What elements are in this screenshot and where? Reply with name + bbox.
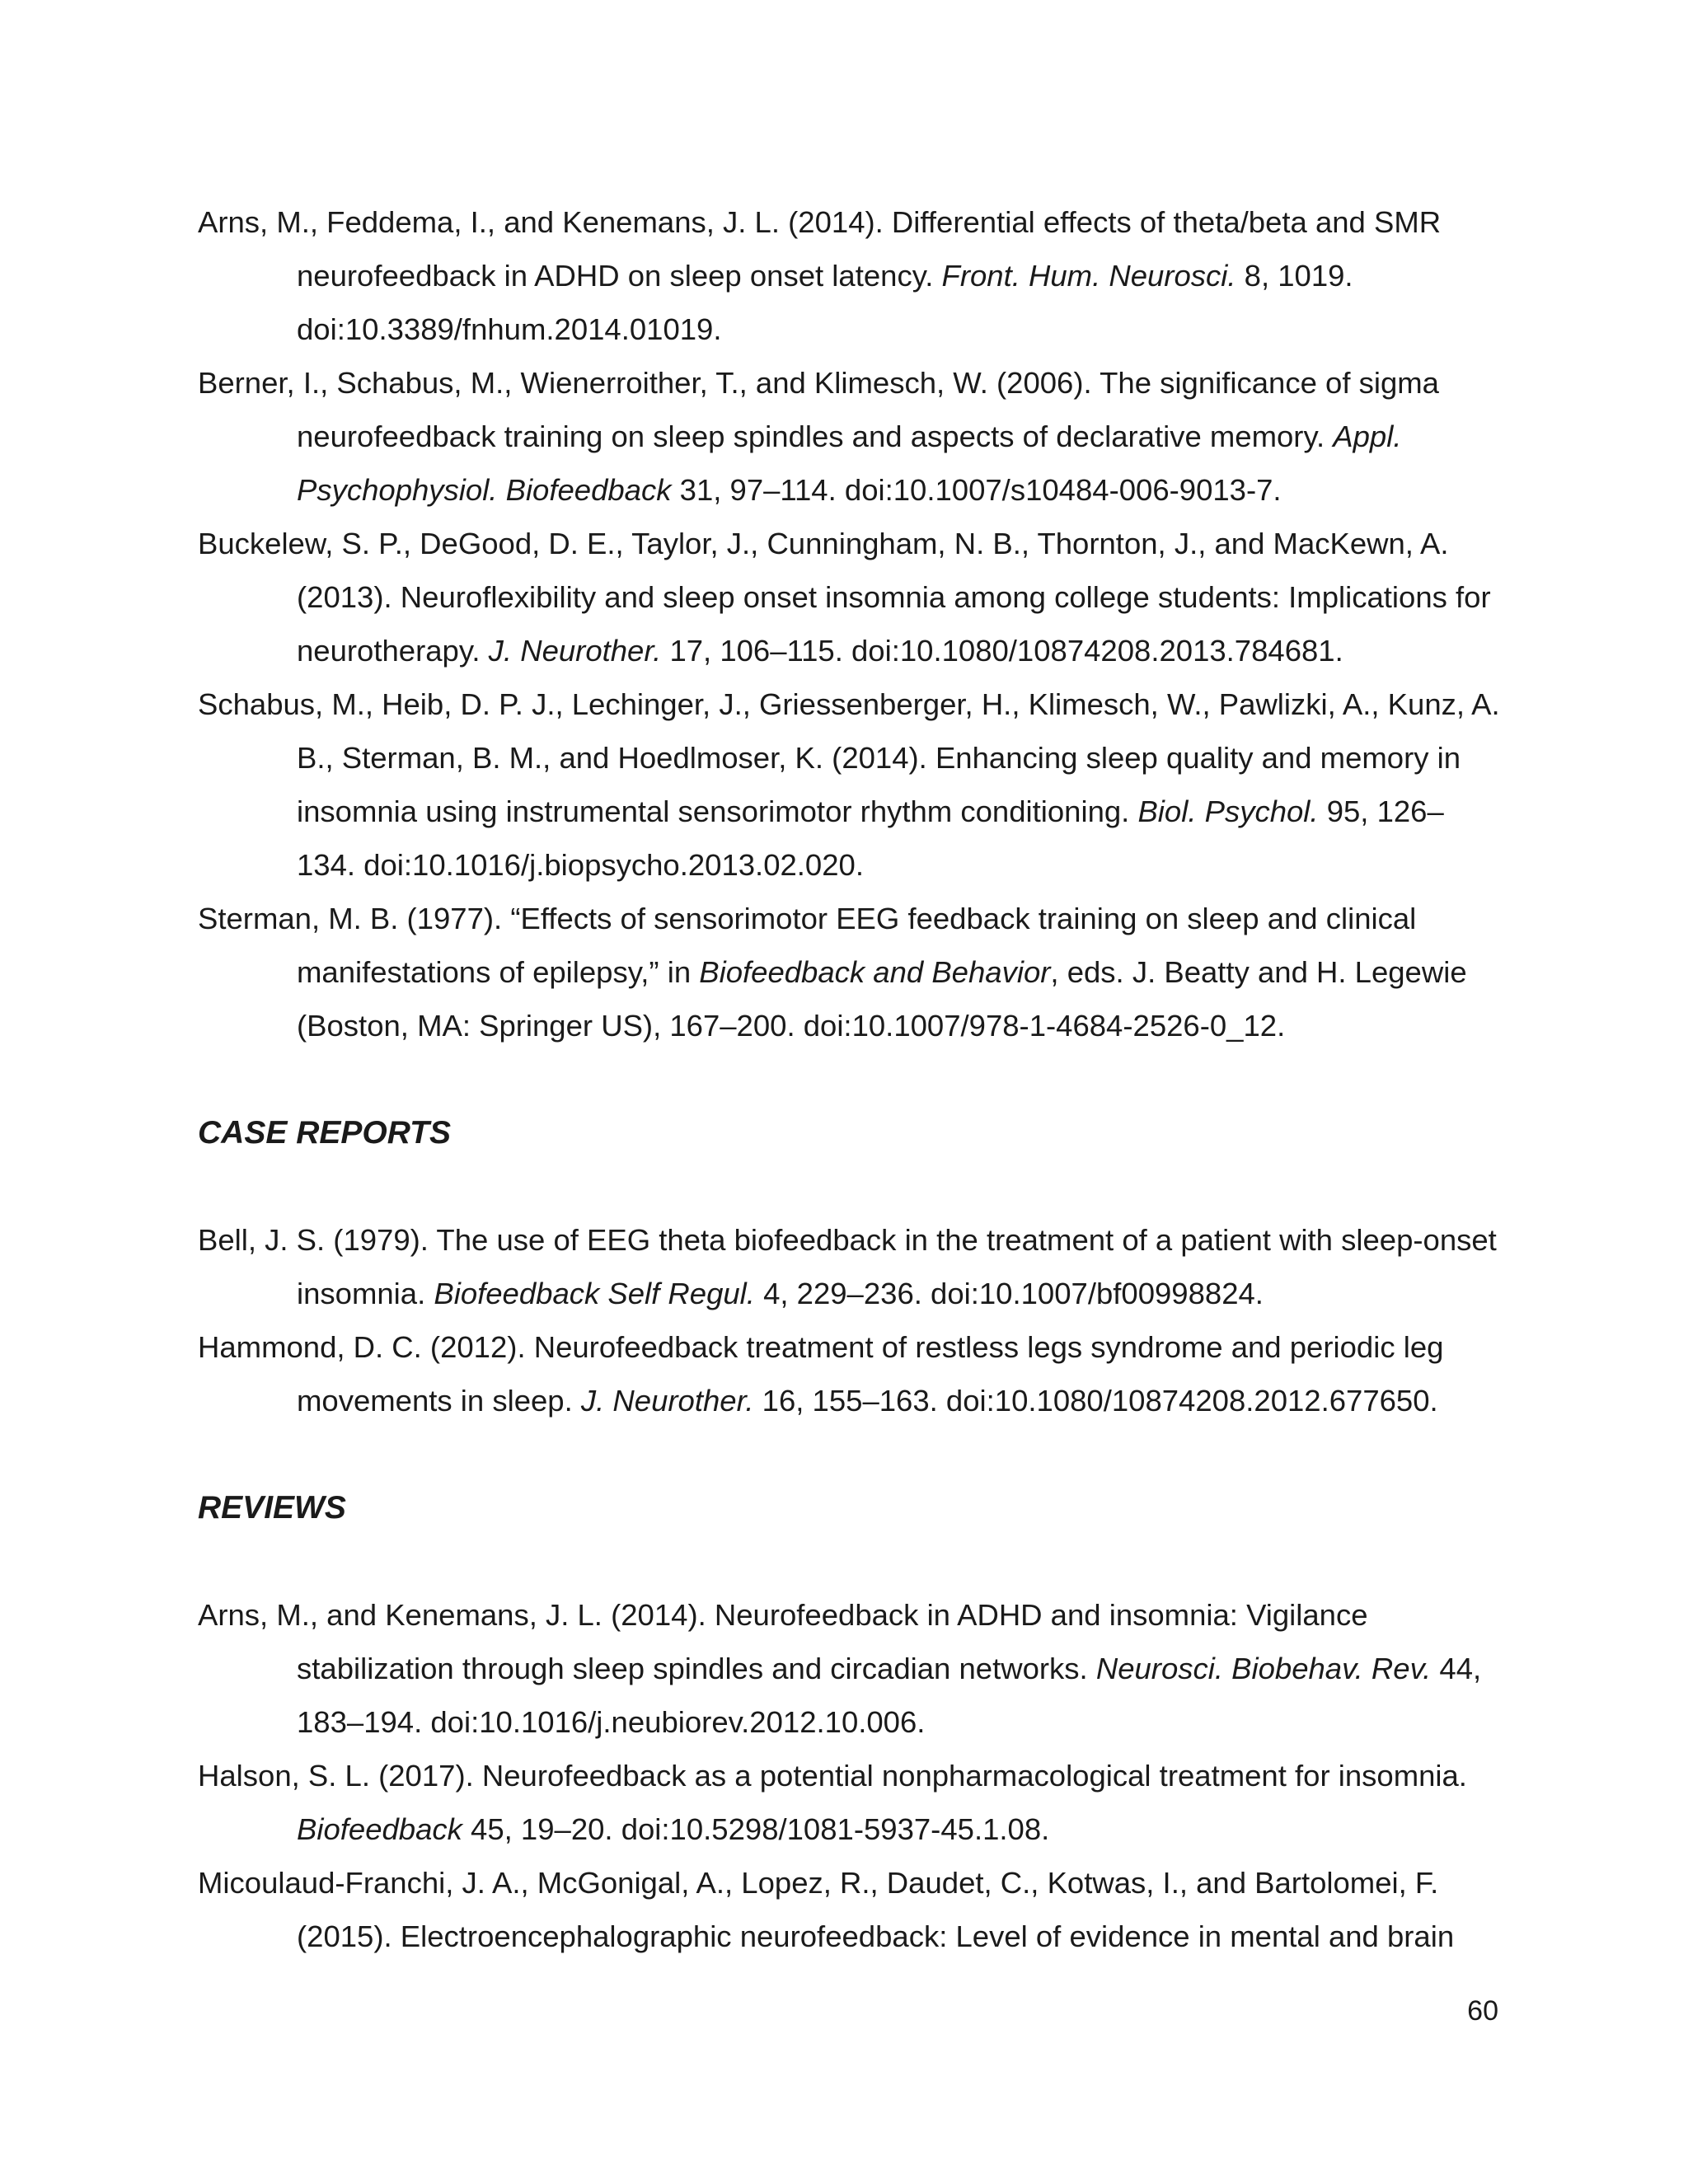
- reference-details: , eds. J. Beatty and H. Legewie (Boston, MA: Springer US), 167–200. doi:10.1007/978-1-4684-2526-0_12.: [297, 955, 1467, 1043]
- reference-text: Schabus, M., Heib, D. P. J., Lechinger, J., Griessenberger, H., Klimesch, W., Pawlizki, A., Kunz, A. B., Sterman, B. M., and Hoedlmoser, K. (2014). Enhancing sleep quality and memory in insomnia using instrumental sensorimotor rhythm conditioning.: [198, 687, 1500, 828]
- reference-details: 16, 155–163. doi:10.1080/10874208.2012.677650.: [753, 1384, 1438, 1418]
- reference-entry: [198, 1749, 1500, 1856]
- reference-text: Berner, I., Schabus, M., Wienerroither, T., and Klimesch, W. (2006). The significance of sigma neurofeedback training on sleep spindles and aspects of declarative memory.: [198, 366, 1439, 453]
- journal-name: Neurosci. Biobehav. Rev.: [1095, 1652, 1432, 1685]
- section-heading-case-reports: CASE REPORTS: [198, 1115, 452, 1151]
- reference-text: Halson, S. L. (2017). Neurofeedback as a potential nonpharmacological treatment for insomnia.: [198, 1759, 1467, 1793]
- reference-list-case-reports: [198, 1213, 1500, 1427]
- reference-text: Arns, M., Feddema, I., and Kenemans, J. L. (2014). Differential effects of theta/beta and SMR neurofeedback in ADHD on sleep onset latency.: [198, 205, 1442, 293]
- reference-text: Bell, J. S. (1979). The use of EEG theta biofeedback in the treatment of a patient with sleep-onset insomnia.: [198, 1223, 1497, 1310]
- reference-entry: [198, 677, 1500, 892]
- journal-name: Biofeedback and Behavior: [699, 955, 1051, 989]
- reference-details: 8, 1019. doi:10.3389/fnhum.2014.01019.: [297, 259, 1353, 346]
- reference-details: 45, 19–20. doi:10.5298/1081-5937-45.1.08.: [462, 1812, 1050, 1846]
- reference-entry: [198, 1213, 1500, 1320]
- reference-entry: [198, 1320, 1500, 1427]
- reference-entry: [198, 195, 1500, 356]
- reference-text: Sterman, M. B. (1977). “Effects of sensorimotor EEG feedback training on sleep and clinical manifestations of epilepsy,” in: [198, 902, 1417, 989]
- reference-entry: [198, 517, 1500, 677]
- journal-name: Appl. Psychophysiol. Biofeedback: [297, 419, 1402, 507]
- reference-details: 4, 229–236. doi:10.1007/bf00998824.: [754, 1277, 1264, 1310]
- reference-details: 31, 97–114. doi:10.1007/s10484-006-9013-7.: [671, 473, 1282, 507]
- reference-list-top: [198, 195, 1500, 1052]
- reference-text: Micoulaud-Franchi, J. A., McGonigal, A., Lopez, R., Daudet, C., Kotwas, I., and Bartolomei, F. (2015). Electroencephalographic neurofeedback: Level of evidence in mental and brain: [198, 1866, 1455, 1953]
- journal-name: Biofeedback Self Regul.: [434, 1277, 755, 1310]
- reference-details: 95, 126–134. doi:10.1016/j.biopsycho.2013.02.020.: [297, 794, 1444, 882]
- reference-list-reviews: [198, 1588, 1500, 1963]
- document-page: [198, 195, 1500, 1963]
- reference-text: Buckelew, S. P., DeGood, D. E., Taylor, J., Cunningham, N. B., Thornton, J., and MacKewn, A. (2013). Neuroflexibility and sleep onset insomnia among college students: Implications for neurotherapy.: [198, 527, 1491, 668]
- reference-entry: [198, 1588, 1500, 1749]
- reference-text: Hammond, D. C. (2012). Neurofeedback treatment of restless legs syndrome and periodic leg movements in sleep.: [198, 1330, 1444, 1418]
- page-number: 60: [1467, 1995, 1498, 2027]
- journal-name: Biofeedback: [297, 1812, 462, 1846]
- reference-details: 17, 106–115. doi:10.1080/10874208.2013.784681.: [661, 634, 1343, 668]
- journal-name: J. Neurother.: [580, 1384, 754, 1418]
- section-heading-reviews: REVIEWS: [198, 1490, 346, 1526]
- reference-entry: [198, 356, 1500, 517]
- journal-name: Biol. Psychol.: [1137, 794, 1319, 828]
- reference-entry: [198, 892, 1500, 1052]
- journal-name: J. Neurother.: [488, 634, 662, 668]
- reference-entry: [198, 1856, 1500, 1963]
- reference-details: 44, 183–194. doi:10.1016/j.neubiorev.2012.10.006.: [297, 1652, 1482, 1739]
- journal-name: Front. Hum. Neurosci.: [941, 259, 1236, 293]
- reference-text: Arns, M., and Kenemans, J. L. (2014). Neurofeedback in ADHD and insomnia: Vigilance stabilization through sleep spindles and circadian networks.: [198, 1598, 1368, 1685]
